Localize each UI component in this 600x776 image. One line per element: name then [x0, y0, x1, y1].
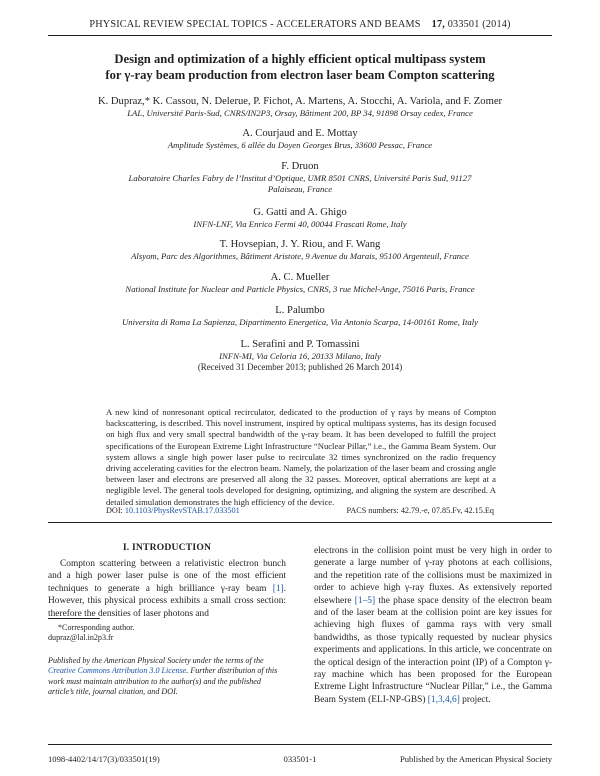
author-group-4	[40, 206, 560, 230]
section-heading: I. INTRODUCTION	[122, 542, 212, 553]
doi-line	[106, 506, 240, 515]
abstract-rule	[48, 522, 552, 523]
author-list: L. Serafini and P. Tomassini	[240, 339, 360, 350]
author-list: F. Druon	[281, 161, 319, 172]
author-list: A. Courjaud and E. Mottay	[242, 128, 358, 139]
affiliation: Universita di Roma La Sapienza, Dipartimento Energetica, Via Antonio Scarpa, 14-00161 Rome, Italy	[122, 317, 478, 327]
affiliation: LAL, Université Paris-Sud, CNRS/IN2P3, Orsay, Bâtiment 200, BP 34, 91898 Orsay cedex, France	[127, 108, 473, 118]
author-list: T. Hovsepian, J. Y. Riou, and F. Wang	[219, 239, 381, 250]
author-group-2	[40, 127, 560, 151]
pacs-numbers: PACS numbers: 42.79.-e, 07.85.Fv, 42.15.Eq	[346, 506, 494, 515]
intro-paragraph-continued: electrons in the collision point must be very high in order to generate a large number of γ-ray photons at each collisions, and the repetition rate of the collisions must be maximized in order to achieve high γ-ray fluxes. As extensively reported elsewhere [1–5] the phase space density of the electron beam and of the laser beam at the collision point are key issues for achieving high fluxes of gamma rays with very small bandwidths, as those typically requested by nuclear physics experiments and applications. In this article, we concentrate on the optical design of the interaction point (IP) of a Compton γ-ray machine which has been proposed for the European Extreme Light Infrastructure “Nuclear Pillar,” i.e., the Gamma Beam System (ELI-NP-GBS) [1,3,4,6] project.	[314, 546, 552, 705]
author-group-5	[40, 238, 560, 262]
author-list: G. Gatti and A. Ghigo	[253, 207, 347, 218]
journal-name: PHYSICAL REVIEW SPECIAL TOPICS - ACCELERATORS AND BEAMS	[89, 19, 421, 30]
affiliation: INFN-LNF, Via Enrico Fermi 40, 00044 Frascati Rome, Italy	[193, 219, 407, 229]
footnote-email[interactable]: dupraz@lal.in2p3.fr	[48, 633, 114, 642]
doi-label: DOI:	[106, 506, 123, 515]
citation-link[interactable]: [1–5]	[354, 595, 376, 606]
abstract: A new kind of nonresonant optical recirculator, dedicated to the production of γ rays by means of Compton backscattering, is described. This novel instrument, inspired by optical multipass systems, has its design focused on high flux and very small spectral bandwidth of the γ-ray beam. It has been developed to fulfill the project specifications of the European Extreme Light Infrastructure “Nuclear Pillar,” i.e., the Gamma Beam System. Our system allows a single high power laser pulse to recirculate 32 times synchronized on the radio frequency driving accelerating cavities for the electron beam. Namely, the polarization of the laser beam and crossing angle between laser and electrons are preserved all along the 32 passes. Moreover, optical aberrations are kept at a negligible level. The general tools developed for designing, optimizing, and aligning the system are described. A detailed simulation demonstrates the high efficiency of the device.	[106, 407, 496, 507]
affiliation: Alsyom, Parc des Algorithmes, Bâtiment Aristote, 9 Avenue du Marais, 95100 Argenteuil, France	[131, 251, 469, 261]
affiliation: INFN-MI, Via Celoria 16, 20133 Milano, Italy	[219, 351, 381, 361]
publisher-note: Published by the American Physical Society	[399, 754, 552, 764]
author-group-6	[40, 271, 560, 295]
running-head	[0, 19, 600, 30]
citation-link[interactable]: [1]	[272, 583, 284, 594]
author-group-8	[40, 338, 560, 373]
author-list: A. C. Mueller	[270, 272, 330, 283]
article-number: 033501 (2014)	[447, 19, 511, 30]
footnote-corresponding: *Corresponding author.	[58, 623, 135, 632]
right-column	[314, 545, 552, 706]
author-list: L. Palumbo	[275, 305, 325, 316]
intro-paragraph: Compton scattering between a relativistic electron bunch and a high power laser pulse is one of the most efficient techniques to generate a high brilliance γ-ray beam [1]. However, this physical process exhibits a small cross section: therefore the densities of laser photons and	[48, 559, 286, 619]
footer-rule	[48, 744, 552, 745]
affiliation: Amplitude Systèmes, 6 allée du Doyen Georges Brus, 33600 Pessac, France	[167, 140, 433, 150]
affiliation: Laboratoire Charles Fabry de l’Institut d’Optique, UMR 8501 CNRS, Université Paris Sud, 91127 Palaiseau, France	[128, 173, 472, 194]
issn-code: 1098-4402/14/17(3)/033501(19)	[48, 754, 160, 764]
page-number: 033501-1	[283, 754, 317, 764]
received-dates: (Received 31 December 2013; published 26 March 2014)	[197, 362, 403, 372]
author-group-3	[120, 160, 480, 195]
license-link[interactable]: Creative Commons Attribution 3.0 License	[48, 666, 187, 676]
author-list: K. Dupraz,* K. Cassou, N. Delerue, P. Fichot, A. Martens, A. Stocchi, A. Variola, and F. Zomer	[97, 96, 503, 107]
left-column	[48, 558, 286, 620]
paper-title: Design and optimization of a highly efficient optical multipass system for γ-ray beam production from electron laser beam Compton scattering	[105, 52, 495, 82]
citation-link[interactable]: [1,3,4,6]	[427, 694, 460, 705]
author-group-7	[40, 304, 560, 328]
header-rule	[48, 35, 552, 36]
doi-link[interactable]: 10.1103/PhysRevSTAB.17.033501	[124, 506, 240, 515]
volume-number: 17,	[431, 19, 445, 30]
footnote-rule	[48, 618, 100, 619]
license-note: Published by the American Physical Society under the terms of the Creative Commons Attribution 3.0 License. Further distribution of this work must maintain attribution to the author(s) and the published article’s title, journal citation, and DOI.	[48, 656, 278, 697]
author-group-1	[40, 95, 560, 119]
affiliation: National Institute for Nuclear and Particle Physics, CNRS, 3 rue Michel-Ange, 75016 Paris, France	[125, 284, 475, 294]
